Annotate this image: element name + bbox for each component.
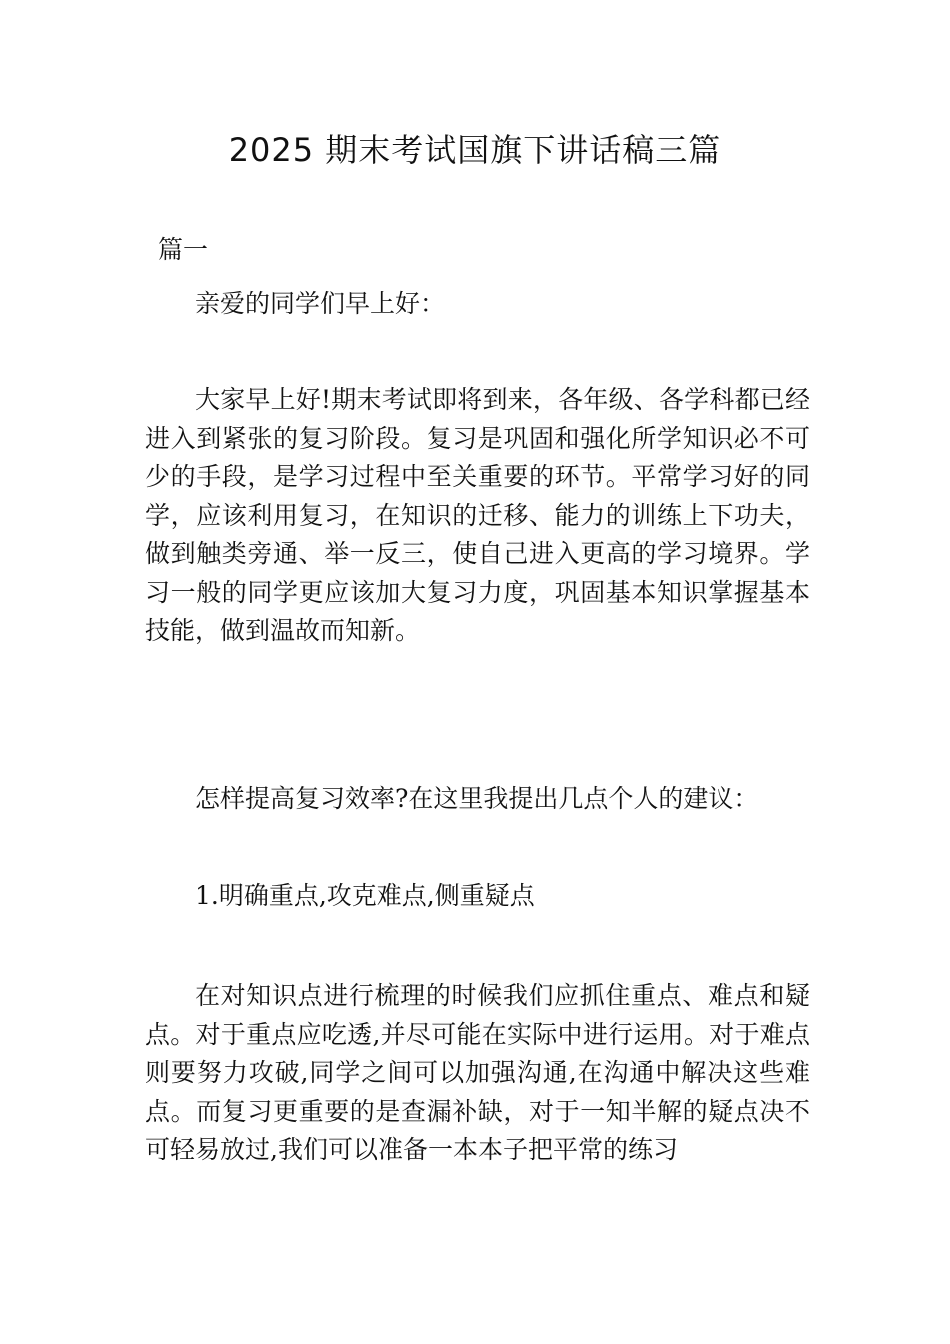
section-label: 篇一	[158, 235, 209, 264]
item-body-paragraph: 在对知识点进行梳理的时候我们应抓住重点、难点和疑点。对于重点应吃透,并尽可能在实际中进行运用。对于难点则要努力攻破,同学之间可以加强沟通,在沟通中解决这些难点。而复习更重要的是查漏补缺，对于一知半解的疑点决不可轻易放过,我们可以准备一本本子把平常的练习	[145, 981, 810, 1164]
item-heading: 1.明确重点,攻克难点,侧重疑点	[195, 881, 535, 910]
greeting-paragraph: 亲爱的同学们早上好：	[195, 289, 446, 318]
question-paragraph: 怎样提高复习效率?在这里我提出几点个人的建议：	[195, 784, 759, 813]
intro-paragraph: 大家早上好!期末考试即将到来，各年级、各学科都已经进入到紧张的复习阶段。复习是巩固和强化所学知识必不可少的手段，是学习过程中至关重要的环节。平常学习好的同学，应该利用复习，在知识的迁移、能力的训练上下功夫，做到触类旁通、举一反三，使自己进入更高的学习境界。学习一般的同学更应该加大复习力度，巩固基本知识掌握基本技能，做到温故而知新。	[145, 385, 810, 645]
document-title: 2025 期末考试国旗下讲话稿三篇	[228, 131, 722, 169]
